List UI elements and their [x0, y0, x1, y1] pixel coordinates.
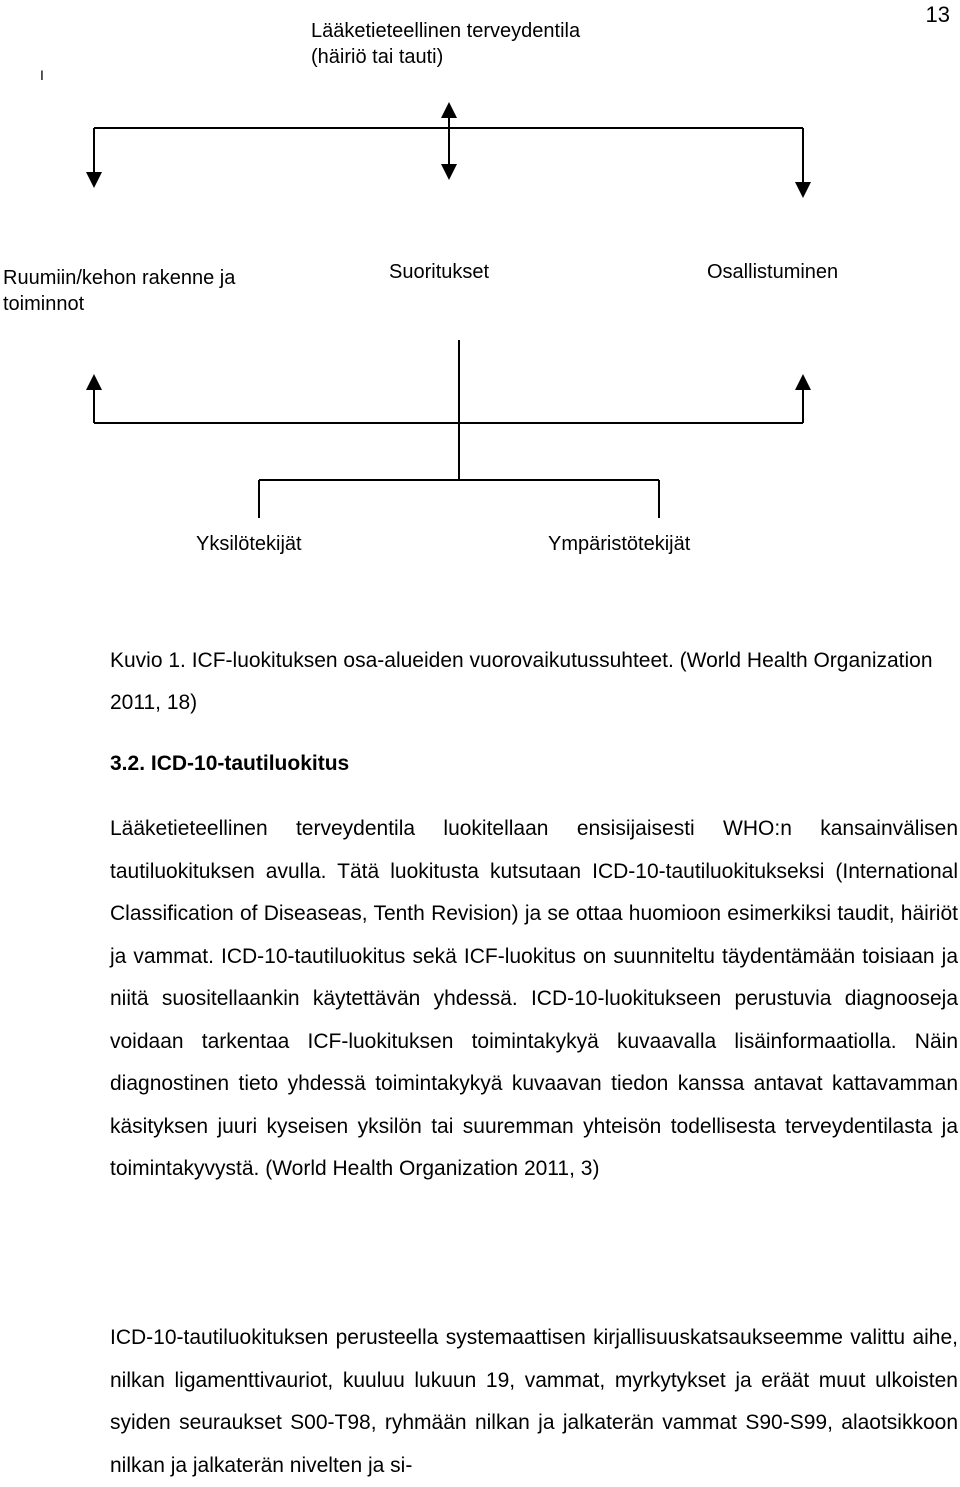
- node-personal-factors: Yksilötekijät: [196, 533, 302, 555]
- tick-mark: I: [40, 67, 44, 83]
- page-number: 13: [925, 2, 950, 27]
- node-activities: Suoritukset: [389, 261, 490, 283]
- figure-caption: Kuvio 1. ICF-luokituksen osa-alueiden vuorovaikutussuhteet. (World Health Organization 2011, 18): [110, 649, 933, 714]
- section-heading: 3.2. ICD-10-tautiluokitus: [110, 752, 350, 775]
- node-environmental-factors: Ympäristötekijät: [548, 533, 691, 555]
- node-health-condition: Lääketieteellinen terveydentila (häiriö tai tauti): [311, 20, 581, 68]
- paragraph-icd10-topic: ICD-10-tautiluokituksen perusteella systemaattisen kirjallisuuskatsaukseemme valittu aihe, nilkan ligamenttivauriot, kuuluu lukuun 19, vammat, myrkytykset ja eräät muut ulkoisten syiden seuraukset S00-T98, ryhmään nilkan ja jalkaterän vammat S90-S99, alaotsikkoon nilkan ja jalkaterän nivelten ja si-: [110, 1326, 958, 1477]
- node-participation: Osallistuminen: [707, 261, 839, 283]
- paragraph-icd10-intro: Lääketieteellinen terveydentila luokitellaan ensisijaisesti WHO:n kansainvälisen tautiluokituksen avulla. Tätä luokitusta kutsutaan ICD-10-tautiluokitukseksi (International Classification of Diseaseas, Tenth Revision) ja se ottaa huomioon esimerkiksi taudit, häiriöt ja vammat. ICD-10-tautiluokitus sekä ICF-luokitus on suunniteltu täydentämään toisiaan ja niitä suositellaankin käytettävän yhdessä. ICD-10-luokitukseen perustuvia diagnooseja voidaan tarkentaa ICF-luokituksen toimintakykyä kuvaavalla lisäinformaatiolla. Näin diagnostinen tieto yhdessä toimintakykyä kuvaavan tiedon kanssa antavat kattavamman käsityksen juuri kyseisen yksilön tai suuremman yhteisön todellisesta terveydentilasta ja toimintakyvystä. (World Health Organization 2011, 3): [110, 817, 958, 1180]
- node-body-functions: Ruumiin/kehon rakenne ja toiminnot: [3, 267, 236, 315]
